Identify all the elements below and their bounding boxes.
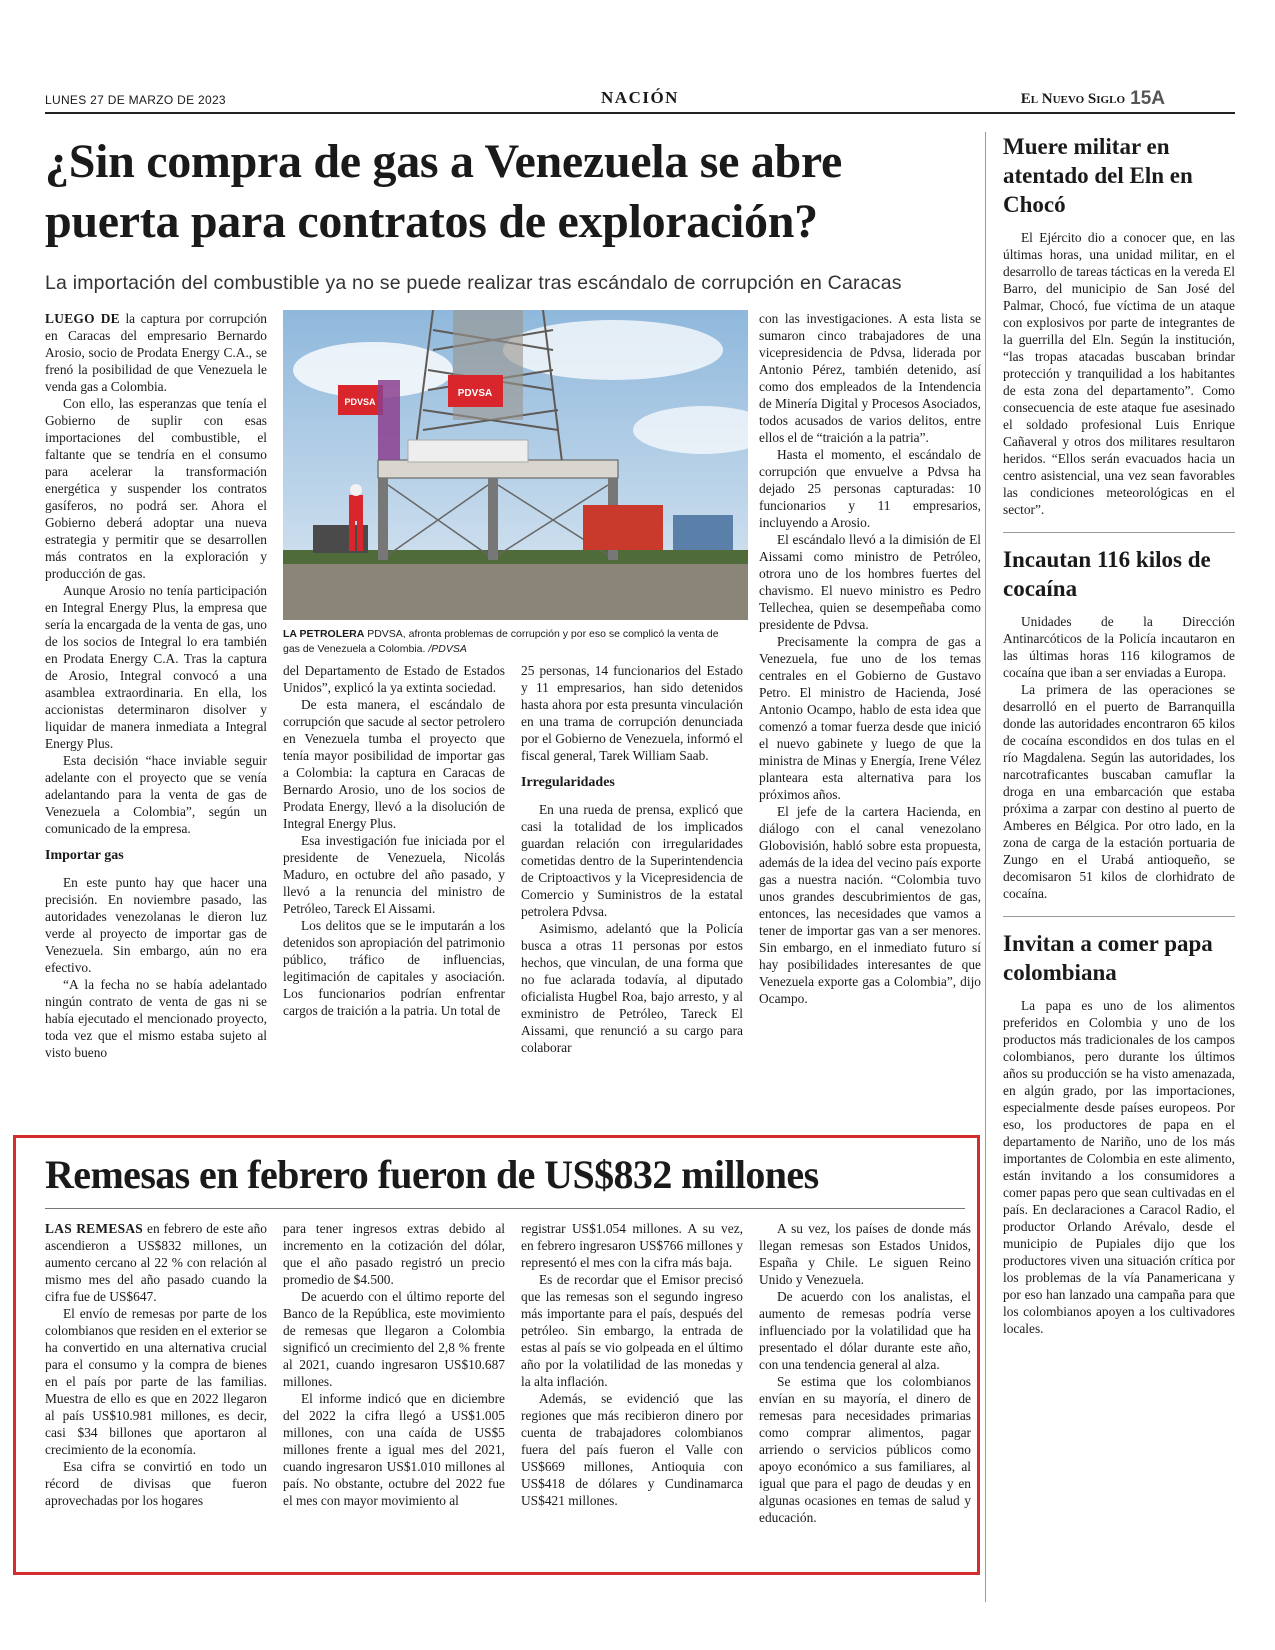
subheading-irregularidades: Irregularidades <box>521 775 615 790</box>
sidebar-story-papa <box>1003 997 1235 1337</box>
caption-lead: LA PETROLERA <box>283 628 365 640</box>
remesas-column-2 <box>283 1220 505 1509</box>
paragraph: El escándalo llevó a la dimisión de El Aissami como ministro de Petróleo, otrora uno de los hombres fuertes del chavismo. El nuevo ministro es Pedro Tellechea, quien se desempeñaba como presidente de Pdvsa. <box>759 532 981 632</box>
photo-credit: /PDVSA <box>428 643 467 655</box>
main-column-2 <box>283 662 505 1019</box>
paragraph: De acuerdo con el último reporte del Banco de la República, este movimiento de remesas que llegaron a Colombia significó un crecimiento del 2,8 % frente al 2021, cuando ingresaron US$10.687 millones. <box>283 1289 505 1389</box>
sidebar-divider <box>985 132 986 1602</box>
paragraph: para tener ingresos extras debido al incremento en la cotización del dólar, que el año pasado registró un precio promedio de $4.500. <box>283 1221 505 1287</box>
paragraph: Esa investigación fue iniciada por el presidente de Venezuela, Nicolás Maduro, en octubre del año pasado, y llevó a la renuncia del ministro de Petróleo, Tareck El Aissami. <box>283 833 505 916</box>
pdvsa-sign-text-left: PDVSA <box>344 397 376 407</box>
sidebar-separator <box>1003 532 1235 533</box>
sidebar-story-cocaina <box>1003 613 1235 902</box>
paragraph: De acuerdo con los analistas, el aumento de remesas podría verse influenciado por la volatilidad que ha presentado el dólar durante este año, con una tendencia general al alza. <box>759 1289 971 1372</box>
pdvsa-rig-photo <box>283 310 748 620</box>
sidebar <box>1003 132 1235 1351</box>
photo-illustration <box>283 310 748 620</box>
paragraph: Asimismo, adelantó que la Policía busca a otras 11 personas por estos hechos, que vinculan, de una forma que no fue aclarada todavía, al diputado oficialista Hugbel Roa, bajo arresto, y al exministro de Petróleo, Tareck El Aissami, que renunció a su cargo para colaborar <box>521 921 743 1055</box>
paragraph: del Departamento de Estado de Estados Unidos”, explicó la ya extinta sociedad. <box>283 663 505 695</box>
paragraph: A su vez, los países de donde más llegan remesas son Estados Unidos, España y Chile. Le siguen Reino Unido y Venezuela. <box>759 1221 971 1287</box>
remesas-rule <box>45 1208 965 1209</box>
lead-words: LUEGO DE <box>45 311 120 326</box>
header-rule <box>45 112 1235 114</box>
paragraph-text: en febrero de este año ascendieron a US$832 millones, un aumento cercano al 22 % con relación al mismo mes del año pasado cuando la cifra fue de US$647. <box>45 1221 267 1304</box>
paragraph: “A la fecha no se había adelantado ningún contrato de venta de gas ni se había ejecutado el mencionado proyecto, toda vez que el mismo estaba sujeto al visto bueno <box>45 977 267 1060</box>
paragraph: con las investigaciones. A esta lista se sumaron cinco trabajadores de una vicepresidencia de Pdvsa, liderada por Antonio Pérez, también detenido, así como dos empleados de la Intendencia de Minería Digital y Procesos Asociados, todos acusados de varios delitos, entre ellos el de “traición a la patria”. <box>759 311 981 445</box>
remesas-lead-paragraph <box>45 1220 267 1305</box>
paragraph: Esa cifra se convirtió en todo un récord de divisas que fueron aprovechadas por los hogares <box>45 1459 267 1508</box>
paragraph: Es de recordar que el Emisor precisó que las remesas son el segundo ingreso más importante para el país, después del petróleo. Sin embargo, la entrada de estas al país se vio golpeada en el último año por la volatilidad de las monedas y la alta inflación. <box>521 1272 743 1389</box>
paragraph: Se estima que los colombianos envían en su mayoría, el dinero de remesas para necesidades primarias como comprar alimentos, pagar arriendo o servicios públicos como apoyo económico a sus familiares, al igual que para el pago de deudas y en algunas ocasiones en temas de salud y educación. <box>759 1374 971 1525</box>
caption-text: PDVSA, afronta problemas de corrupción y por eso se complicó la venta de gas de Venezuela a Colombia. <box>283 628 719 655</box>
remesas-headline: Remesas en febrero fueron de US$832 millones <box>45 1152 819 1197</box>
paragraph: El Ejército dio a conocer que, en las últimas horas, una unidad militar, en el desarrollo de tareas tácticas en la vereda El Barro, del municipio de San José del Palmar, Chocó, fue víctima de un ataque con explosivos por parte de integrantes de la guerrilla del Eln. Según la institución, “las tropas atacadas buscaban brindar protección y tranquilidad a los habitantes de esta zona del departamento”. Como consecuencia de este ataque fue asesinado el soldado profesional Luis Enrique Cañaveral y otros dos militares resultaron heridos. “Ellos serán evacuados hacia un centro asistencial, una vez sean favorables las condiciones meteorológicas en el sector”. <box>1003 230 1235 517</box>
paragraph: 25 personas, 14 funcionarios del Estado y 11 empresarios, han sido detenidos hasta ahora por esta presunta vinculación en una trama de corrupción denunciada por el Gobierno de Venezuela, informó el fiscal general, Tarek William Saab. <box>521 663 743 763</box>
paragraph: El jefe de la cartera Hacienda, en diálogo con el canal venezolano Globovisión, habló sobre esta propuesta, además de la idea del vecino país exporte gas a nuestra nación. “Colombia tuvo unos grandes descubrimientos de gas, entonces, las necesidades que vamos a tener de importar gas van a ser menores. Sin embargo, en el inmediato futuro sí hay posibilidades interesantes de que Venezuela exporte gas a Colombia”, dijo Ocampo. <box>759 804 981 1006</box>
main-lead-paragraph <box>45 310 267 395</box>
paragraph: De esta manera, el escándalo de corrupción que sacude al sector petrolero en Venezuela tumba el proyecto que tenía mayor posibilidad de importar gas a Colombia: la captura en Caracas de Bernardo Arosio, uno de los socios de Prodata Energy, llevó a la disolución de Integral Energy Plus. <box>283 697 505 831</box>
paragraph: Esta decisión “hace inviable seguir adelante con el proyecto que se venía adelantando para la venta de gas de Venezuela a Colombia”, según un comunicado de la empresa. <box>45 753 267 836</box>
remesas-column-1 <box>45 1220 267 1509</box>
main-column-3 <box>521 662 743 1056</box>
page-number: 15A <box>1130 88 1165 109</box>
paragraph: En este punto hay que hacer una precisión. En noviembre pasado, las autoridades venezolanas le dieron luz verde al proyecto de importar gas de Venezuela. Sin embargo, aún no era efectivo. <box>45 875 267 975</box>
paragraph: Los delitos que se le imputarán a los detenidos son apropiación del patrimonio público, tráfico de influencias, legitimación de capitales y asociación. Los funcionarios podrían enfrentar cargos de traición a la patria. Un total de <box>283 918 505 1018</box>
remesas-column-3 <box>521 1220 743 1509</box>
paragraph: registrar US$1.054 millones. A su vez, en febrero ingresaron US$766 millones y representó el mes con la cifra más baja. <box>521 1221 743 1270</box>
sidebar-headline-papa: Invitan a comer papa colombiana <box>1003 931 1213 985</box>
paragraph: Unidades de la Dirección Antinarcóticos de la Policía incautaron en las últimas horas 116 kilogramos de cocaína que iban a ser enviadas a Europa. <box>1003 614 1235 680</box>
subheading-importar-gas: Importar gas <box>45 848 124 863</box>
remesas-column-4 <box>759 1220 971 1526</box>
paragraph: Hasta el momento, el escándalo de corrupción que envuelve a Pdvsa ha dejado 25 personas capturadas: 10 funcionarios y 11 empresarios, incluyendo a Arosio. <box>759 447 981 530</box>
page-header <box>45 88 1235 112</box>
issue-date: LUNES 27 DE MARZO DE 2023 <box>45 93 226 107</box>
paragraph: Aunque Arosio no tenía participación en Integral Energy Plus, la empresa que sería la encargada de la venta de gas, uno de los socios de Integral lo era también en Prodata Energy C.A. Tras la captura de Arosio, Integral convocó a una asamblea extraordinaria. En ella, los accionistas determinaron disolver y liquidar de manera inmediata a Integral Energy Plus. <box>45 583 267 751</box>
sidebar-headline-militar: Muere militar en atentado del Eln en Chocó <box>1003 134 1193 217</box>
newspaper-brand: El Nuevo Siglo <box>1020 91 1125 107</box>
sidebar-story-militar <box>1003 229 1235 518</box>
main-column-1 <box>45 310 267 1061</box>
pdvsa-sign-text-center: PDVSA <box>457 388 493 399</box>
paragraph: Con ello, las esperanzas que tenía el Gobierno de suplir con esas importaciones del combustible, el faltante que se tendría en el consumo para acelerar la transformación energética y suspender los contratos gasíferos, no podrá ser. Ahora el Gobierno deberá adoptar una nueva estrategia y permitir que se desarrollen más contratos en la exploración y producción de gas. <box>45 396 267 581</box>
paragraph: Además, se evidenció que las regiones que más recibieron dinero por cuenta de trabajadores colombianos fuera del país fueron el Valle con US$669 millones, Antioquia con US$418 de dólares y Cundinamarca US$421 millones. <box>521 1391 743 1508</box>
sidebar-headline-cocaina: Incautan 116 kilos de cocaína <box>1003 547 1211 601</box>
paragraph: En una rueda de prensa, explicó que casi la totalidad de los implicados guardan relación con irregularidades cometidas dentro de la Superintendencia de Criptoactivos y la Vicepresidencia de Comercio y Suministros de la estatal petrolera Pdvsa. <box>521 802 743 919</box>
paragraph: La primera de las operaciones se desarrolló en el puerto de Barranquilla donde las autoridades encontraron 65 kilos de cocaína escondidos en dos tulas en el río Magdalena. Según las autoridades, los narcotraficantes buscaban camuflar la droga en una embarcación que estaba próxima a zarpar con destino al puerto de Amberes en Bélgica. Por otro lado, en la zona de carga de la estación portuaria de Zungo en el Urabá antioqueño, se decomisaron 51 kilos de clorhidrato de cocaína. <box>1003 682 1235 901</box>
section-name: NACIÓN <box>601 88 679 107</box>
paragraph: Precisamente la compra de gas a Venezuela, fue uno de los temas centrales en el Gobierno de Gustavo Petro. El ministro de Hacienda, José Antonio Ocampo, hablo de esta idea que comenzó a tomar fuerza desde que inició el nuevo gabinete y luego de que la ministra de Minas y Energía, Irene Vélez planteara esta alternativa para los próximos años. <box>759 634 981 802</box>
paragraph: El envío de remesas por parte de los colombianos que residen en el exterior se ha convertido en una alternativa crucial para el consumo y la compra de bienes en el país por parte de las familias. Muestra de ello es que en 2022 llegaron al país US$10.981 millones, es decir, casi $34 billones que aportaron al crecimiento de la economía. <box>45 1306 267 1457</box>
main-column-4 <box>759 310 981 1007</box>
main-subheadline: La importación del combustible ya no se puede realizar tras escándalo de corrupción en Caracas <box>45 272 902 294</box>
paragraph: El informe indicó que en diciembre del 2022 la cifra llegó a US$1.005 millones, con una caída de US$5 millones frente a igual mes del 2021, cuando ingresaron US$1.010 millones al país. No obstante, octubre del 2022 fue el mes con mayor movimiento al <box>283 1391 505 1508</box>
main-headline: ¿Sin compra de gas a Venezuela se abre puerta para contratos de exploración? <box>45 135 843 248</box>
paragraph: La papa es uno de los alimentos preferidos en Colombia y uno de los productos más tradicionales de los campos colombianos, pero durante los últimos años su producción se ha visto amenazada, en algún grado, por las importaciones, especialmente desde países europeos. Por eso, los productores de papa en el departamento de Nariño, uno de los más importantes de Colombia en este alimento, están invitando a los consumidores a comer papas pero que sean cultivadas en el país. En declaraciones a Caracol Radio, el productor Orlando Arévalo, desde el municipio de Pupiales dijo que los productores viven una situación crítica por los problemas de la vía Panamericana y por eso han lanzado una campaña para que los colombianos apoyen a los cultivadores locales. <box>1003 998 1235 1336</box>
lead-words: LAS REMESAS <box>45 1221 144 1236</box>
paragraph-text: la captura por corrupción en Caracas del empresario Bernardo Arosio, socio de Prodata Energy C.A., se frenó la posibilidad de que Venezuela le venda gas a Colombia. <box>45 311 267 394</box>
sidebar-separator <box>1003 916 1235 917</box>
photo-caption <box>283 627 733 657</box>
